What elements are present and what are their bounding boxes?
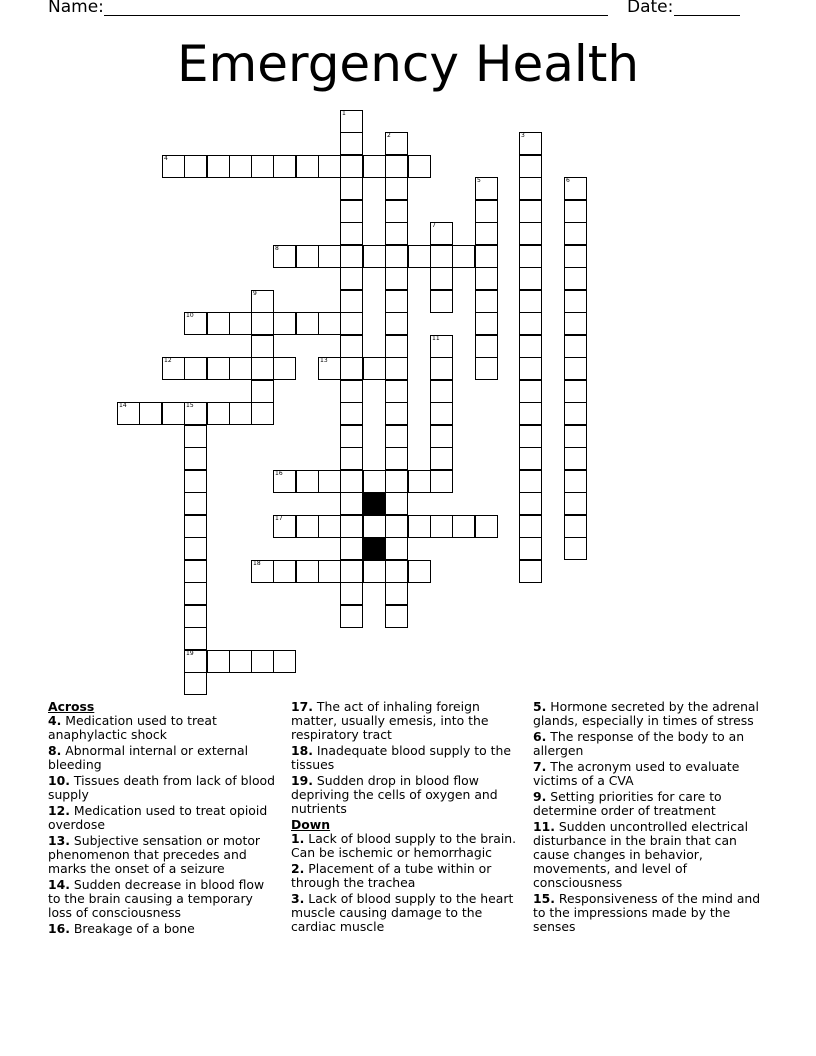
grid-cell[interactable] xyxy=(340,605,363,628)
grid-cell[interactable] xyxy=(385,290,408,313)
grid-cell[interactable] xyxy=(184,425,207,448)
grid-cell[interactable] xyxy=(519,357,542,380)
grid-cell[interactable] xyxy=(408,245,431,268)
clue-across-8: 8. Abnormal internal or external bleeding xyxy=(48,743,249,772)
grid-cell[interactable] xyxy=(184,470,207,493)
grid-cell[interactable] xyxy=(519,425,542,448)
grid-cell[interactable] xyxy=(273,470,296,493)
grid-cell[interactable] xyxy=(318,357,341,380)
grid-cell[interactable] xyxy=(430,267,453,290)
grid-cell[interactable] xyxy=(184,537,207,560)
grid-cell[interactable] xyxy=(430,245,453,268)
grid-cell[interactable] xyxy=(340,335,363,358)
grid-cell[interactable] xyxy=(184,357,207,380)
grid-cell[interactable] xyxy=(340,267,363,290)
grid-cell[interactable] xyxy=(340,582,363,605)
grid-cell[interactable] xyxy=(207,155,230,178)
clue-across-14: 14. Sudden decrease in blood flow to the brain causing a temporary loss of consciousness xyxy=(48,877,265,920)
grid-cell[interactable] xyxy=(519,177,542,200)
clue-number: 10 xyxy=(186,312,194,319)
grid-cell[interactable] xyxy=(430,222,453,245)
grid-cell[interactable] xyxy=(475,267,498,290)
grid-cell[interactable] xyxy=(564,470,587,493)
grid-cell[interactable] xyxy=(475,245,498,268)
grid-cell[interactable] xyxy=(117,402,140,425)
grid-cell[interactable] xyxy=(340,380,363,403)
grid-cell[interactable] xyxy=(475,290,498,313)
grid-cell[interactable] xyxy=(519,560,542,583)
grid-cell[interactable] xyxy=(475,312,498,335)
clue-number: 16 xyxy=(275,470,283,477)
grid-cell[interactable] xyxy=(564,312,587,335)
grid-cell[interactable] xyxy=(363,245,386,268)
grid-cell[interactable] xyxy=(251,357,274,380)
grid-cell[interactable] xyxy=(184,672,207,695)
grid-cell[interactable] xyxy=(340,357,363,380)
grid-cell[interactable] xyxy=(475,335,498,358)
grid-cell[interactable] xyxy=(385,312,408,335)
clue-number: 3 xyxy=(521,132,525,139)
grid-cell[interactable] xyxy=(363,155,386,178)
grid-cell[interactable] xyxy=(430,425,453,448)
grid-cell[interactable] xyxy=(273,245,296,268)
grid-cell[interactable] xyxy=(519,200,542,223)
grid-cell[interactable] xyxy=(340,177,363,200)
grid-cell[interactable] xyxy=(139,402,162,425)
grid-cell[interactable] xyxy=(519,470,542,493)
grid-cell[interactable] xyxy=(519,222,542,245)
grid-cell[interactable] xyxy=(430,447,453,470)
grid-cell[interactable] xyxy=(318,245,341,268)
grid-cell[interactable] xyxy=(385,380,408,403)
grid-cell[interactable] xyxy=(207,357,230,380)
grid-cell[interactable] xyxy=(251,380,274,403)
clue-number: 2 xyxy=(387,132,391,139)
grid-cell[interactable] xyxy=(184,155,207,178)
clue-number: 17 xyxy=(275,515,283,522)
clue-across-10: 10. Tissues death from lack of blood supply xyxy=(48,773,275,802)
name-label: Name: xyxy=(48,0,104,17)
grid-cell[interactable] xyxy=(385,492,408,515)
grid-cell[interactable] xyxy=(318,470,341,493)
clue-down-3: 3. Lack of blood supply to the heart muscle causing damage to the cardiac muscle xyxy=(291,891,514,934)
grid-cell[interactable] xyxy=(385,200,408,223)
black-cell xyxy=(363,537,386,560)
clue-number: 19 xyxy=(186,650,194,657)
grid-cell[interactable] xyxy=(564,492,587,515)
down-heading: Down xyxy=(291,817,331,832)
grid-cell[interactable] xyxy=(340,110,363,133)
grid-cell[interactable] xyxy=(184,605,207,628)
grid-cell[interactable] xyxy=(229,357,252,380)
grid-cell[interactable] xyxy=(296,470,319,493)
grid-cell[interactable] xyxy=(385,245,408,268)
grid-cell[interactable] xyxy=(385,470,408,493)
clue-number: 13 xyxy=(320,357,328,364)
clue-across-17: 17. The act of inhaling foreign matter, usually emesis, into the respiratory tract xyxy=(291,699,489,742)
grid-cell[interactable] xyxy=(340,200,363,223)
clues-column-2 xyxy=(291,700,523,936)
grid-cell[interactable] xyxy=(385,267,408,290)
clue-number: 5 xyxy=(477,177,481,184)
grid-cell[interactable] xyxy=(564,335,587,358)
clue-number: 9 xyxy=(253,290,257,297)
grid-cell[interactable] xyxy=(519,155,542,178)
clue-across-12: 12. Medication used to treat opioid overdose xyxy=(48,803,268,832)
grid-cell[interactable] xyxy=(251,155,274,178)
grid-cell[interactable] xyxy=(251,560,274,583)
grid-cell[interactable] xyxy=(564,290,587,313)
clue-down-9: 9. Setting priorities for care to determine order of treatment xyxy=(533,789,722,818)
grid-cell[interactable] xyxy=(318,312,341,335)
grid-cell[interactable] xyxy=(229,402,252,425)
grid-cell[interactable] xyxy=(251,290,274,313)
clue-across-4: 4. Medication used to treat anaphylactic shock xyxy=(48,713,217,742)
grid-cell[interactable] xyxy=(385,222,408,245)
grid-cell[interactable] xyxy=(363,515,386,538)
grid-cell[interactable] xyxy=(184,515,207,538)
grid-cell[interactable] xyxy=(229,650,252,673)
grid-cell[interactable] xyxy=(385,177,408,200)
grid-cell[interactable] xyxy=(430,402,453,425)
clue-number: 1 xyxy=(342,110,346,117)
grid-cell[interactable] xyxy=(340,515,363,538)
grid-cell[interactable] xyxy=(519,447,542,470)
grid-cell[interactable] xyxy=(184,582,207,605)
grid-cell[interactable] xyxy=(184,627,207,650)
grid-cell[interactable] xyxy=(229,155,252,178)
grid-cell[interactable] xyxy=(184,447,207,470)
grid-cell[interactable] xyxy=(385,582,408,605)
grid-cell[interactable] xyxy=(340,155,363,178)
clues-column-3 xyxy=(533,700,769,936)
grid-cell[interactable] xyxy=(564,537,587,560)
grid-cell[interactable] xyxy=(430,335,453,358)
grid-cell[interactable] xyxy=(184,492,207,515)
grid-cell[interactable] xyxy=(162,357,185,380)
clue-across-16: 16. Breakage of a bone xyxy=(48,921,195,936)
grid-cell[interactable] xyxy=(564,267,587,290)
grid-cell[interactable] xyxy=(475,357,498,380)
grid-cell[interactable] xyxy=(363,357,386,380)
grid-cell[interactable] xyxy=(385,537,408,560)
grid-cell[interactable] xyxy=(340,425,363,448)
grid-cell[interactable] xyxy=(296,245,319,268)
grid-cell[interactable] xyxy=(385,560,408,583)
grid-cell[interactable] xyxy=(430,515,453,538)
grid-cell[interactable] xyxy=(519,537,542,560)
grid-cell[interactable] xyxy=(408,560,431,583)
grid-cell[interactable] xyxy=(430,470,453,493)
grid-cell[interactable] xyxy=(207,650,230,673)
grid-cell[interactable] xyxy=(340,222,363,245)
grid-cell[interactable] xyxy=(184,650,207,673)
black-cell xyxy=(363,492,386,515)
grid-cell[interactable] xyxy=(251,402,274,425)
grid-cell[interactable] xyxy=(296,155,319,178)
grid-cell[interactable] xyxy=(385,425,408,448)
grid-cell[interactable] xyxy=(340,132,363,155)
across-heading: Across xyxy=(48,699,95,714)
grid-cell[interactable] xyxy=(340,402,363,425)
grid-cell[interactable] xyxy=(207,402,230,425)
grid-cell[interactable] xyxy=(519,335,542,358)
grid-cell[interactable] xyxy=(564,222,587,245)
clue-across-13: 13. Subjective sensation or motor phenomenon that precedes and marks the onset of a seizure xyxy=(48,833,261,876)
grid-cell[interactable] xyxy=(296,515,319,538)
grid-cell[interactable] xyxy=(564,357,587,380)
grid-cell[interactable] xyxy=(340,245,363,268)
grid-cell[interactable] xyxy=(430,357,453,380)
clue-number: 12 xyxy=(164,357,172,364)
grid-cell[interactable] xyxy=(340,312,363,335)
grid-cell[interactable] xyxy=(340,560,363,583)
grid-cell[interactable] xyxy=(564,515,587,538)
grid-cell[interactable] xyxy=(475,177,498,200)
grid-cell[interactable] xyxy=(564,245,587,268)
grid-cell[interactable] xyxy=(385,132,408,155)
clue-down-5: 5. Hormone secreted by the adrenal glands, especially in times of stress xyxy=(533,699,759,728)
clue-number: 11 xyxy=(432,335,440,342)
grid-cell[interactable] xyxy=(273,155,296,178)
grid-cell[interactable] xyxy=(385,447,408,470)
grid-cell[interactable] xyxy=(251,650,274,673)
grid-cell[interactable] xyxy=(519,245,542,268)
grid-cell[interactable] xyxy=(340,290,363,313)
clue-number: 14 xyxy=(119,402,127,409)
grid-cell[interactable] xyxy=(564,402,587,425)
grid-cell[interactable] xyxy=(564,425,587,448)
grid-cell[interactable] xyxy=(162,402,185,425)
grid-cell[interactable] xyxy=(564,200,587,223)
clue-number: 15 xyxy=(186,402,194,409)
clue-down-15: 15. Responsiveness of the mind and to the impressions made by the senses xyxy=(533,891,761,934)
grid-cell[interactable] xyxy=(184,560,207,583)
grid-cell[interactable] xyxy=(273,515,296,538)
clue-down-11: 11. Sudden uncontrolled electrical disturbance in the brain that can cause changes in behavior, movements, and level of consciousness xyxy=(533,819,749,890)
grid-cell[interactable] xyxy=(475,515,498,538)
grid-cell[interactable] xyxy=(385,357,408,380)
grid-cell[interactable] xyxy=(519,132,542,155)
grid-cell[interactable] xyxy=(340,470,363,493)
grid-cell[interactable] xyxy=(475,200,498,223)
grid-cell[interactable] xyxy=(564,447,587,470)
grid-cell[interactable] xyxy=(385,605,408,628)
clue-number: 8 xyxy=(275,245,279,252)
clue-down-6: 6. The response of the body to an allergen xyxy=(533,729,745,758)
clue-number: 4 xyxy=(164,155,168,162)
grid-cell[interactable] xyxy=(519,290,542,313)
grid-cell[interactable] xyxy=(184,402,207,425)
grid-cell[interactable] xyxy=(385,335,408,358)
grid-cell[interactable] xyxy=(408,155,431,178)
grid-cell[interactable] xyxy=(273,312,296,335)
clue-down-1: 1. Lack of blood supply to the brain. Can be ischemic or hemorrhagic xyxy=(291,831,517,860)
grid-cell[interactable] xyxy=(519,492,542,515)
grid-cell[interactable] xyxy=(519,380,542,403)
grid-cell[interactable] xyxy=(273,357,296,380)
clue-number: 18 xyxy=(253,560,261,567)
grid-cell[interactable] xyxy=(363,470,386,493)
grid-cell[interactable] xyxy=(519,312,542,335)
grid-cell[interactable] xyxy=(162,155,185,178)
grid-cell[interactable] xyxy=(408,515,431,538)
grid-cell[interactable] xyxy=(519,515,542,538)
grid-cell[interactable] xyxy=(296,312,319,335)
grid-cell[interactable] xyxy=(452,245,475,268)
grid-cell[interactable] xyxy=(564,380,587,403)
grid-cell[interactable] xyxy=(385,515,408,538)
grid-cell[interactable] xyxy=(452,515,475,538)
grid-cell[interactable] xyxy=(430,380,453,403)
grid-cell[interactable] xyxy=(340,492,363,515)
grid-cell[interactable] xyxy=(273,650,296,673)
grid-cell[interactable] xyxy=(519,402,542,425)
grid-cell[interactable] xyxy=(318,515,341,538)
grid-cell[interactable] xyxy=(519,267,542,290)
grid-cell[interactable] xyxy=(564,177,587,200)
page-title: Emergency Health xyxy=(176,35,640,93)
grid-cell[interactable] xyxy=(475,222,498,245)
grid-cell[interactable] xyxy=(251,335,274,358)
grid-cell[interactable] xyxy=(385,402,408,425)
clue-down-2: 2. Placement of a tube within or through the trachea xyxy=(291,861,492,890)
grid-cell[interactable] xyxy=(430,290,453,313)
grid-cell[interactable] xyxy=(408,470,431,493)
grid-cell[interactable] xyxy=(296,560,319,583)
clues-column-1 xyxy=(48,700,280,938)
date-label: Date: xyxy=(627,0,674,17)
clue-number: 6 xyxy=(566,177,570,184)
grid-cell[interactable] xyxy=(229,312,252,335)
grid-cell[interactable] xyxy=(184,312,207,335)
clue-down-7: 7. The acronym used to evaluate victims of a CVA xyxy=(533,759,740,788)
grid-cell[interactable] xyxy=(363,560,386,583)
grid-cell[interactable] xyxy=(273,560,296,583)
grid-cell[interactable] xyxy=(318,560,341,583)
grid-cell[interactable] xyxy=(340,537,363,560)
grid-cell[interactable] xyxy=(385,155,408,178)
clue-number: 7 xyxy=(432,222,436,229)
grid-cell[interactable] xyxy=(340,447,363,470)
grid-cell[interactable] xyxy=(318,155,341,178)
clue-across-19: 19. Sudden drop in blood flow depriving the cells of oxygen and nutrients xyxy=(291,773,498,816)
clue-across-18: 18. Inadequate blood supply to the tissues xyxy=(291,743,511,772)
grid-cell[interactable] xyxy=(251,312,274,335)
grid-cell[interactable] xyxy=(207,312,230,335)
